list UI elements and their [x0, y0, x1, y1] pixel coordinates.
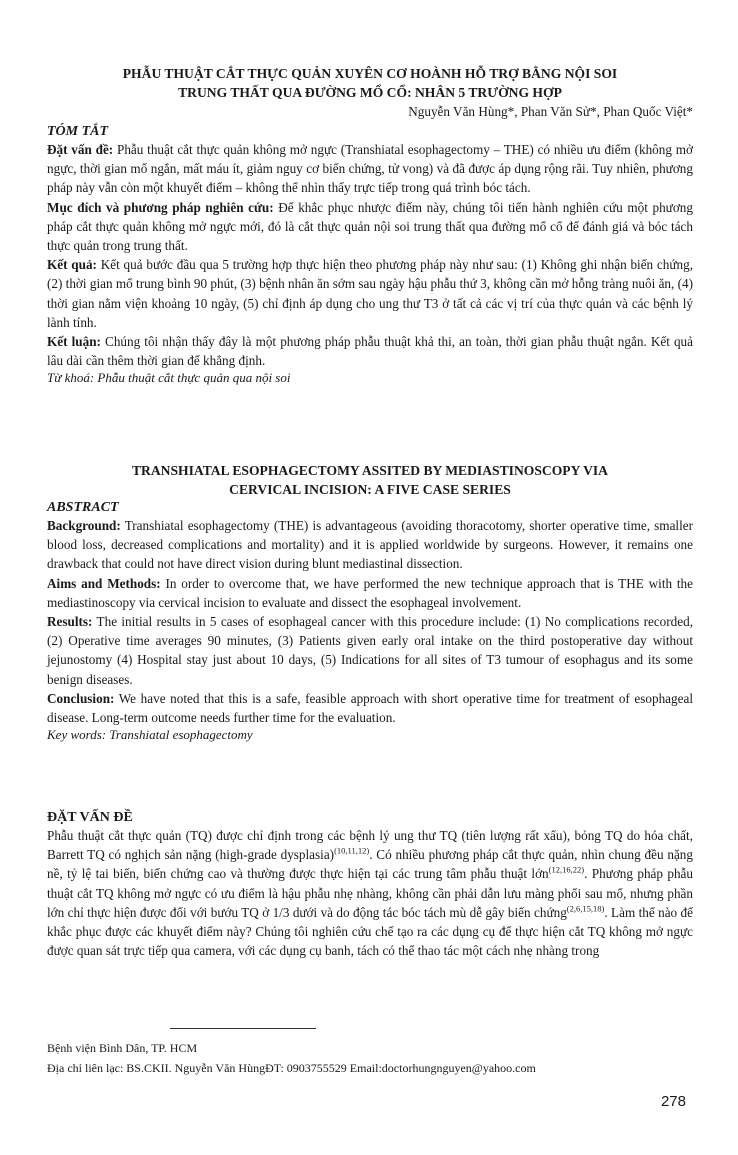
en-abstract-heading: ABSTRACT [47, 500, 119, 515]
footnote-contact: Địa chỉ liên lạc: BS.CKII. Nguyễn Văn HùngĐT: 0903755529 Email:doctorhungnguyen@yahoo.com [47, 1061, 536, 1075]
en-conclusion [47, 689, 693, 727]
en-title [47, 461, 693, 499]
en-conclusion-text: We have noted that this is a safe, feasible approach with short operative time for treatment of esophageal disease. Long-term outcome needs further time for the evaluation. [47, 690, 693, 726]
vn-title-line2: TRUNG THẤT QUA ĐƯỜNG MỔ CỔ: NHÂN 5 TRƯỜNG HỢP [178, 85, 562, 100]
vn-results-label: Kết quả: [47, 257, 97, 273]
footnote-affiliation: Bệnh viện Bình Dân, TP. HCM [47, 1041, 198, 1055]
vn-background-text: Phẫu thuật cắt thực quản không mở ngực (Transhiatal esophagectomy – THE) có nhiều ưu điểm (không mở ngực, thời gian mổ ngắn, mất máu ít, giảm nguy cơ biến chứng, tử vong) và đã được áp dụng rộng rãi. Tuy nhiên, phương pháp này vẫn còn một khuyết điểm – không thể nhìn thấy trực tiếp trong quá trình bóc tách. [47, 142, 693, 196]
intro-paragraph [47, 826, 693, 960]
citation-ref: (12,16,22) [548, 865, 585, 876]
vn-title-line1: PHẪU THUẬT CẮT THỰC QUẢN XUYÊN CƠ HOÀNH HỖ TRỢ BẰNG NỘI SOI [122, 66, 618, 81]
en-background-label: Background: [47, 518, 121, 533]
en-aims-label: Aims and Methods: [47, 575, 161, 591]
en-aims [47, 574, 693, 612]
citation-ref: (10,11,12) [334, 845, 370, 856]
en-background [47, 516, 693, 574]
en-results-text: The initial results in 5 cases of esophageal cancer with this procedure include: (1) No complications recorded, (2) Operative time averages 90 minutes, (3) Patients given early oral intake on the third postoperative day without jejunostomy (4) Hospital stay just about 10 days, (5) Indications for all sites of T3 tumour of esophagus and its some benign diseases. [47, 614, 693, 687]
vn-summary [47, 124, 693, 386]
intro-text-d: . Làm thế nào để khắc phục được các khuyết điểm này? Chúng tôi nghiên cứu chế tạo ra các dụng cụ để thực hiện cắt TQ không mở ngực được quan sát trực tiếp qua camera, với các dụng cụ banh, tách có thể thao tác một cách nhẹ nhàng trong [47, 904, 693, 959]
en-background-text: Transhiatal esophagectomy (THE) is advantageous (avoiding thoracotomy, shorter operative time, smaller blood loss, decreased complications and mortality) and it is applied worldwide by surgeons. However, it remains one drawback that could not have direct vision during blunt mediastinal dissection. [47, 518, 693, 572]
vn-conclusion [47, 332, 693, 370]
vn-aims [47, 198, 693, 256]
intro-text-b: . Có nhiều phương pháp cắt thực quản, nhìn chung đều nặng nề, tỷ lệ tai biến, biến chứng cao và thường được thực hiện tại các trung tâm phẫu thuật lớn [47, 847, 693, 882]
en-results-label: Results: [47, 614, 93, 630]
intro-text-a: Phẫu thuật cắt thực quản (TQ) được chỉ định trong các bệnh lý ung thư TQ (tiên lượng rất xấu), bỏng TQ do hóa chất, Barrett TQ có nghịch sản nặng (high-grade dysplasia) [47, 828, 693, 863]
vn-title [47, 64, 693, 102]
vn-aims-label: Mục đích và phương pháp nghiên cứu: [47, 199, 274, 215]
en-title-line1: TRANSHIATAL ESOPHAGECTOMY ASSITED BY MEDIASTINOSCOPY VIA [131, 463, 608, 478]
intro-text-c: . Phương pháp phẫu thuật cắt TQ không mở ngực có ưu điểm là hậu phẫu nhẹ nhàng, không cần phải dẫn lưu màng phổi sau mổ, nhưng phần lớn chỉ thực hiện được đối với bướu TQ ở 1/3 dưới và do động tác bóc tách mù dễ gây biến chứng [47, 866, 693, 920]
vn-summary-heading: TÓM TẮT [47, 124, 109, 139]
footnote-divider [170, 1028, 316, 1029]
authors: Nguyễn Văn Hùng*, Phan Văn Sử*, Phan Quốc Việt* [408, 104, 693, 119]
vn-results-text: Kết quả bước đầu qua 5 trường hợp thực hiện theo phương pháp này như sau: (1) Không ghi nhận biến chứng, (2) thời gian mổ trung bình 90 phút, (3) bệnh nhân ăn sớm sau ngày hậu phẫu thứ 3, không cần mở hỗng tràng nuôi ăn, (4) thời gian nằm viện khoảng 10 ngày, (5) chỉ định áp dụng cho ung thư T3 ở tất cả các vị trí của thực quản và các bệnh lý lành tính. [47, 257, 694, 330]
en-aims-text: In order to overcome that, we have performed the new technique approach that is THE with the mediastinoscopy via cervical incision to evaluate and dissect the esophageal involvement. [47, 575, 693, 610]
citation-ref: (2,6,15,18) [566, 903, 605, 914]
en-results [47, 612, 693, 689]
page-number: 278 [660, 1093, 686, 1110]
en-abstract [47, 500, 693, 743]
en-keywords: Key words: Transhiatal esophagectomy [47, 727, 253, 743]
vn-conclusion-text: Chúng tôi nhận thấy đây là một phương pháp phẫu thuật khả thi, an toàn, thời gian phẫu thuật ngắn. Kết quả lâu dài cần thêm thời gian để khẳng định. [47, 334, 693, 369]
vn-background [47, 140, 693, 198]
vn-conclusion-label: Kết luận: [47, 334, 101, 350]
vn-results [47, 255, 693, 332]
footnote [47, 1038, 693, 1078]
introduction [47, 810, 693, 960]
en-title-line2: CERVICAL INCISION: A FIVE CASE SERIES [229, 482, 511, 497]
intro-heading: ĐẶT VẤN ĐỀ [47, 810, 133, 825]
en-conclusion-label: Conclusion: [47, 690, 115, 706]
vn-aims-text: Để khắc phục nhược điểm này, chúng tôi tiến hành nghiên cứu một phương pháp cắt thực quản không mở ngực mới, đó là cắt thực quản nội soi trung thất qua đường mổ cổ để đánh giá và bóc tách thực quản trong trung thất. [47, 199, 693, 254]
vn-keywords: Từ khoá: Phẫu thuật cắt thực quản qua nội soi [47, 370, 291, 386]
vn-background-label: Đặt vấn đề: [47, 142, 114, 157]
